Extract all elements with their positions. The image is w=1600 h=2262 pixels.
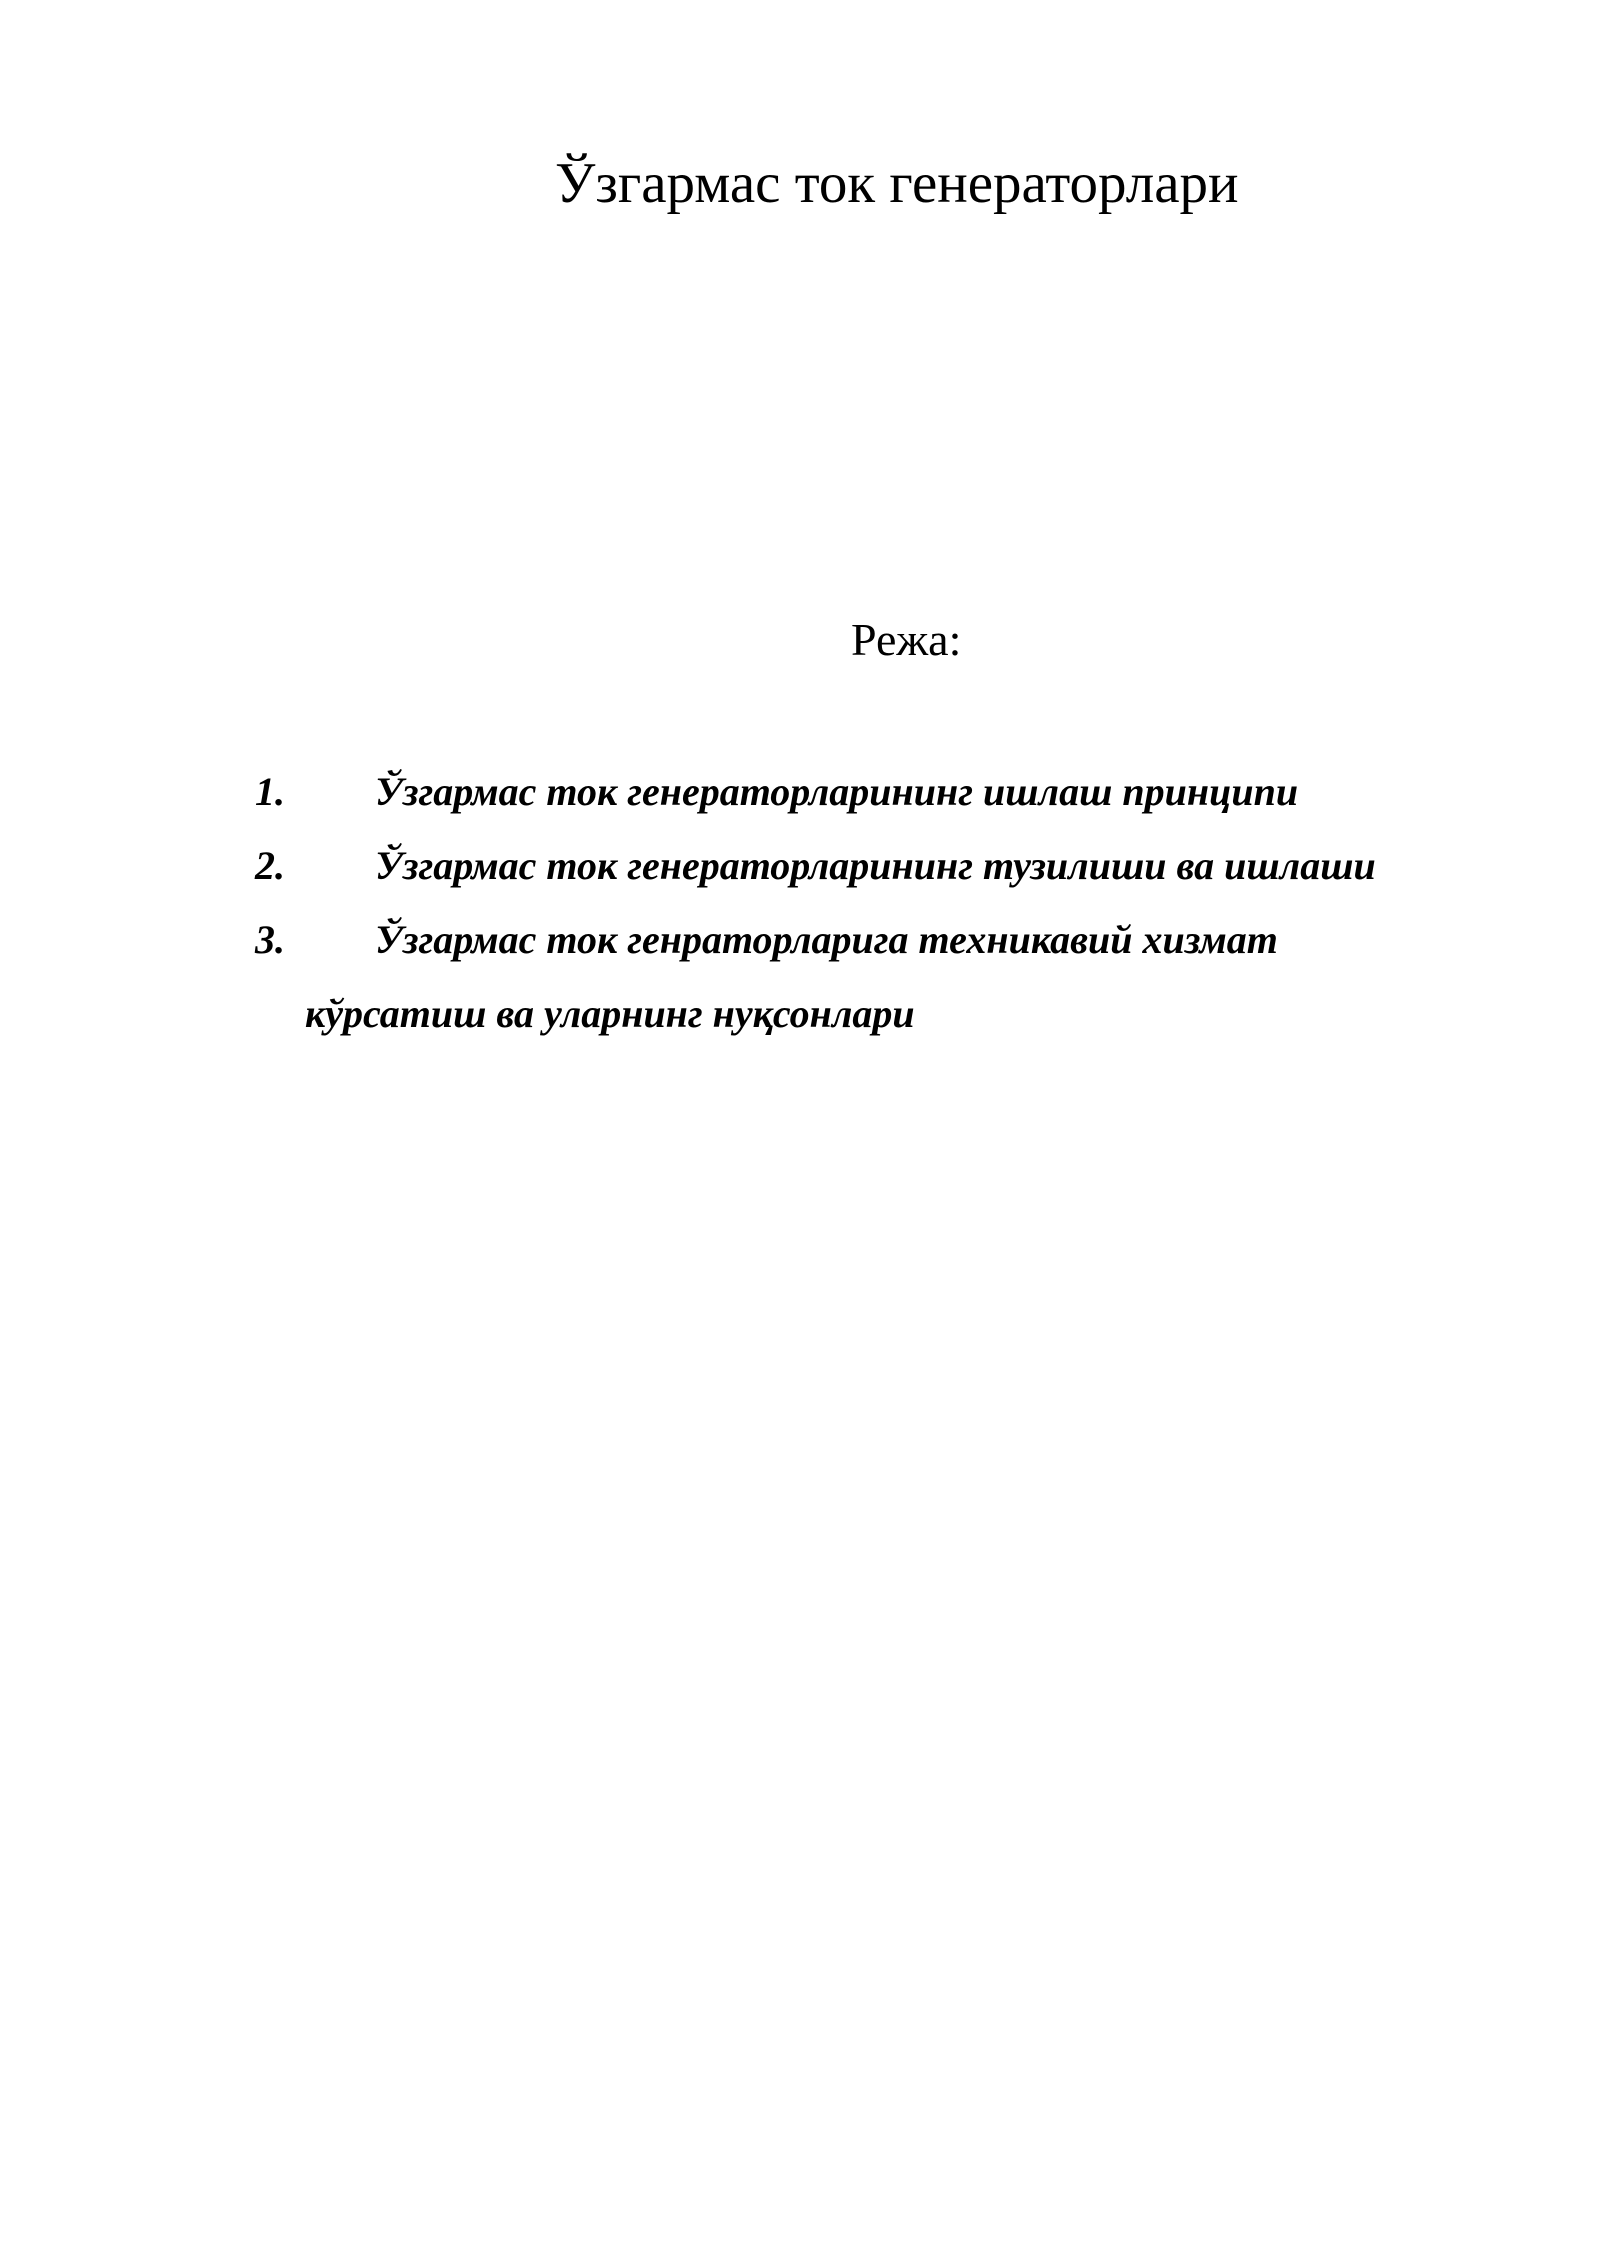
plan-item-number: 3.	[255, 917, 285, 962]
plan-item-text: Ўзгармас ток генераторларининг тузилиши ва ишлаши	[375, 843, 1376, 888]
plan-item-text: Ўзгармас ток генраторларига техникавий хизмат	[375, 917, 1278, 962]
plan-item-2	[255, 829, 1515, 903]
plan-item-number: 1.	[255, 769, 285, 814]
plan-item-1	[255, 755, 1515, 829]
plan-item-3	[255, 903, 1515, 1051]
plan-list	[255, 755, 1515, 1051]
document-title: Ўзгармас ток генераторлари	[555, 152, 1239, 215]
plan-item-text-continuation: кўрсатиш ва уларнинг нуқсонлари	[305, 991, 915, 1036]
plan-heading: Режа:	[851, 614, 962, 665]
plan-item-number: 2.	[255, 843, 285, 888]
plan-item-text: Ўзгармас ток генераторларининг ишлаш принципи	[375, 769, 1299, 814]
